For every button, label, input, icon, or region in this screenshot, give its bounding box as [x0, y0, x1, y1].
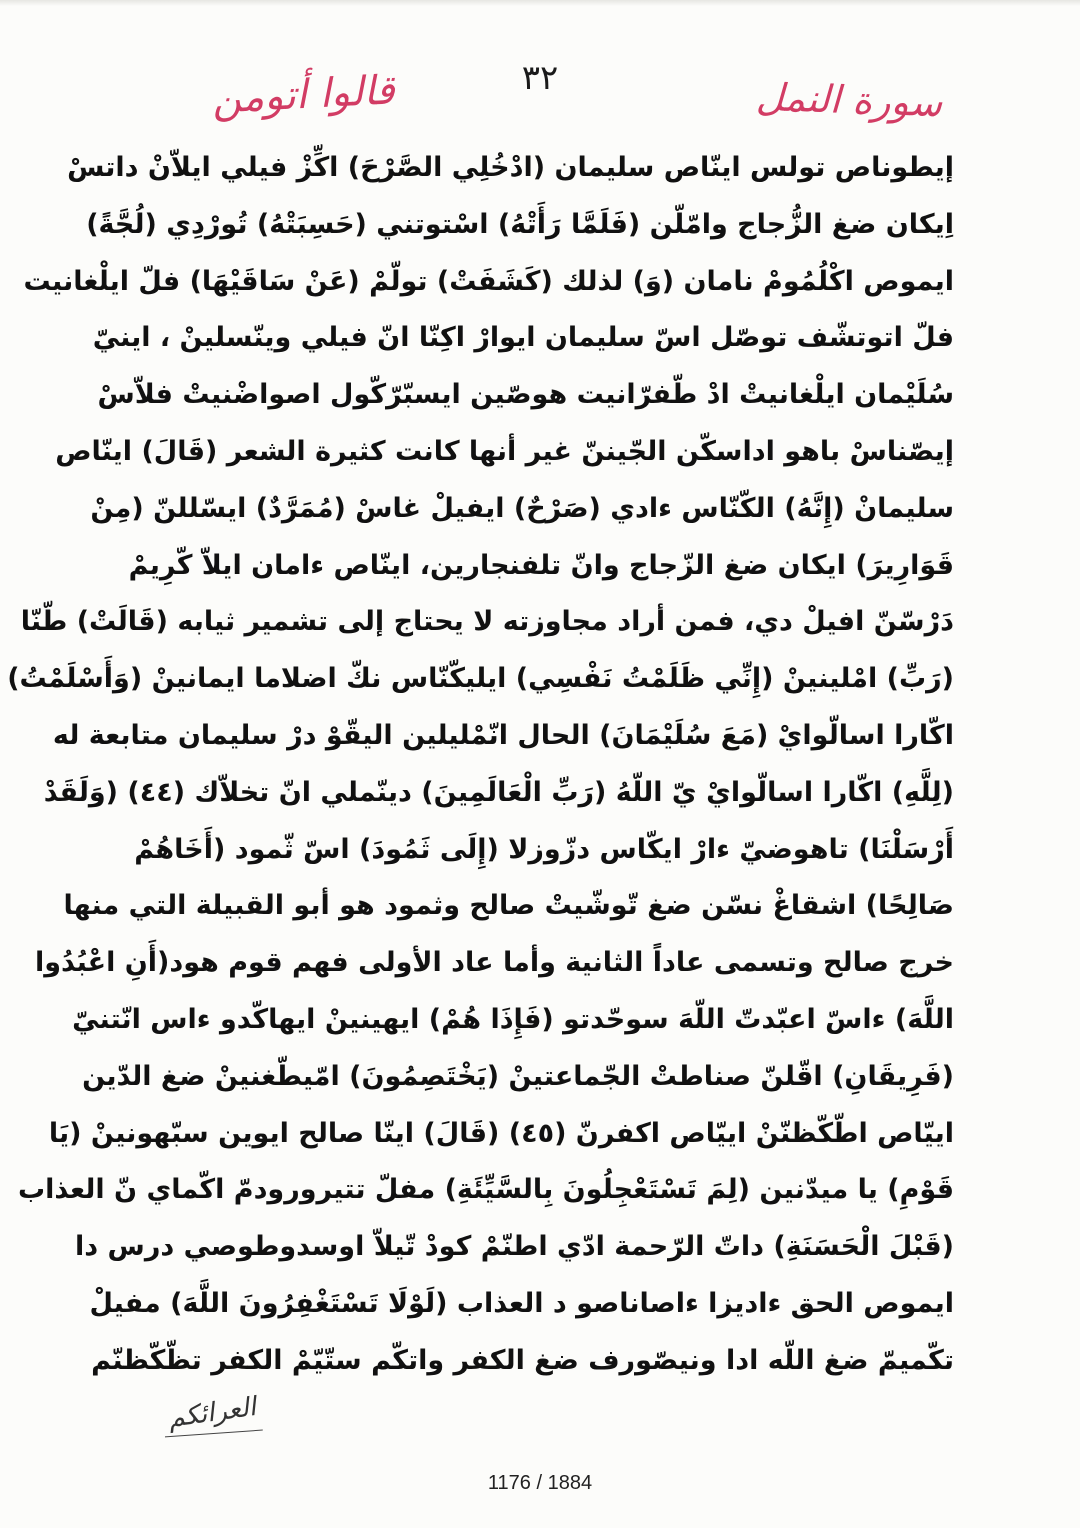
text-line: (رَبِّ) امْلينينْ (إِنِّي ظَلَمْتُ نَفْسِي) ايليكّنّاس نكّ اضلاما ايمانينْ (وَأَسْلَمْتُ) — [7, 663, 954, 695]
text-line: إيطوناص تولس اينّاص سليمان (ادْخُلِي الصَّرْحَ) اكِّزْ فيلي ايلاّنْ داتسْ — [67, 152, 954, 183]
text-line: اكّارا اسالّوايْ (مَعَ سُلَيْمَانَ) الحال انّمْليلين اليقّوْ درْ سليمان متابعة له — [52, 719, 954, 751]
header-left-title: قالوا أتومن — [210, 67, 396, 123]
text-line: اللَّهَ) ءاسّ اعبّدتّ اللّهَ سوحّدتو (فَإِذَا هُمْ) ايهينينْ ايهاكّدو ءاس انّتنيّ — [72, 1003, 954, 1035]
header-right-title: سورة النمل — [755, 74, 943, 126]
text-line: اِيكان ضغ الزُّجاج وامّلّن (فَلَمَّا رَأَتْهُ) اسْتوتني (حَسِبَتْهُ) تُورْدِي (لُجَّةً) — [86, 208, 954, 240]
text-line: سُلَيْمان ايلْغانيتْ ادْ طّفرّانيت هوصّين ايسبّرّكّول اصواضْنيتْ فلاّسْ — [97, 379, 954, 411]
text-line: دَرْسّنّ افيلْ دي، فمن أراد مجاوزته لا يحتاج إلى تشمير ثيابه (قَالَتْ) طّنّا — [20, 606, 954, 638]
text-line: أَرْسَلْنَا) تاهوضيّ ءارْ ايكّاس دزّوزلا (إِلَى ثَمُودَ) اسّ ثّمود (أَخَاهُمْ — [134, 833, 954, 865]
text-line: ايموص الحق ءاديزا ءاصاناصو د العذاب (لَوْلَا تَسْتَغْفِرُونَ اللَّهَ) مفيلْ — [89, 1287, 954, 1319]
handwritten-signature: العرائكم — [166, 1392, 258, 1434]
text-line: اييّاص اطّكّظنّنْ اييّاص اكفرنّ (٤٥) (قَالَ) اينّا صالح ايوين سبّهونينْ (يَا — [48, 1117, 954, 1149]
page-counter: 1176 / 1884 — [487, 1472, 593, 1494]
text-line: صَالِحًا) اشقاغْ نسّن ضغ تّوشّيتْ صالح وثمود هو أبو القبيلة التي منها — [63, 890, 954, 922]
text-line: ايموص اكْلُمُومْ نامان (وَ) لذلك (كَشَفَتْ) تولّمْ (عَنْ سَاقَيْهَا) فلّ ايلْغانيت — [23, 265, 954, 297]
text-line: قَوَارِيرَ) ايكان ضغ الزّجاج وانّ تلفنجارين، اينّاص ءامان ايلاّ كّرِيمْ — [128, 549, 954, 581]
page-top-edge — [0, 0, 1080, 6]
text-line: خرج صالح وتسمى عاداً الثانية وأما عاد الأولى فهم قوم هود(أَنِ اعْبُدُوا — [34, 947, 954, 979]
text-line: (فَرِيقَانِ) اقّلنّ صناطتْ الجّماعتينْ (يَخْتَصِمُونَ) امّيطّغنينْ ضغ الدّين — [82, 1060, 954, 1092]
page-number: ٣٢ — [521, 58, 559, 98]
text-line: تكّميمّ ضغ اللّه ادا ونيصّورف ضغ الكفر واتكّم ستّيّمْ الكفر تظّكّظنّم — [91, 1344, 954, 1376]
text-line: سليمانْ (إِنَّهُ) الكّنّاس ءادي (صَرْحٌ) ايفيلْ غاسْ (مُمَرَّدٌ) ايسّللنّ (مِنْ — [90, 492, 954, 524]
text-line: قَوْمِ) يا ميدّنين (لِمَ تَسْتَعْجِلُونَ بِالسَّيِّئَةِ) مفلّ تتيرورودمّ اكّماي نّ العذاب — [17, 1174, 954, 1206]
body-text — [7, 140, 954, 1390]
text-line: (لِلَّهِ) اكّارا اسالّوايْ يّ اللّهُ (رَبِّ الْعَالَمِينَ) دينّملي انّ تخلاّك (٤٤) (وَلَقَدْ — [43, 776, 954, 808]
text-line: إيصّناسْ باهو اداسكّن الجّيننّ غير أنها كانت كثيرة الشعر (قَالَ) اينّاص — [55, 435, 954, 467]
text-line: فلّ اتوتشّف توصّل اسّ سليمان ايوارْ اكِنّا انّ فيلي وينّسلينْ ، اينيّ — [92, 322, 954, 354]
text-line: (قَبْلَ الْحَسَنَةِ) داتّ الرّحمة ادّي اطنّمْ كودْ تّيلاّ اوسدوطوصي درس دا — [75, 1231, 954, 1263]
